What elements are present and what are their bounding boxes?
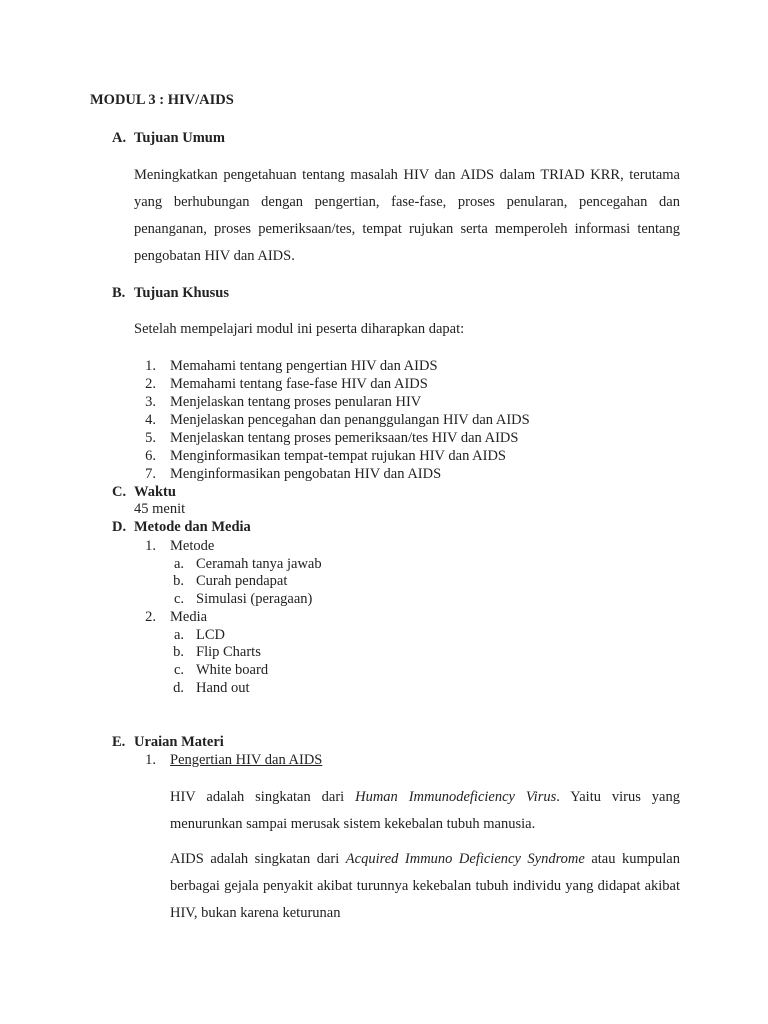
- list-item: Ceramah tanya jawab: [196, 556, 322, 572]
- list-item: Menginformasikan pengobatan HIV dan AIDS: [170, 466, 442, 482]
- section-c-heading: Waktu: [134, 484, 176, 500]
- section-e-heading: Uraian Materi: [134, 734, 224, 750]
- list-letter: b.: [173, 644, 184, 660]
- aids-definition-pre: AIDS adalah singkatan dari: [170, 851, 346, 867]
- list-item: Memahami tentang fase-fase HIV dan AIDS: [170, 376, 428, 392]
- section-d-heading: Metode dan Media: [134, 519, 251, 535]
- list-item: Menjelaskan tentang proses penularan HIV: [170, 394, 422, 410]
- hiv-definition: [170, 784, 680, 838]
- list-item: Menginformasikan tempat-tempat rujukan HIV dan AIDS: [170, 448, 506, 464]
- list-item: LCD: [196, 627, 225, 643]
- section-a-heading: Tujuan Umum: [134, 130, 225, 146]
- list-letter: a.: [173, 627, 184, 643]
- list-letter: b.: [173, 573, 184, 589]
- list-item: Simulasi (peragaan): [196, 591, 313, 607]
- section-d-letter: D.: [112, 519, 127, 535]
- hiv-definition-pre: HIV adalah singkatan dari: [170, 789, 356, 805]
- list-number: 3.: [145, 394, 156, 410]
- media-label: Media: [170, 609, 208, 625]
- list-number: 2.: [145, 609, 156, 625]
- list-item: Menjelaskan tentang proses pemeriksaan/tes HIV dan AIDS: [170, 430, 519, 446]
- list-letter: c.: [173, 591, 184, 607]
- list-item: Curah pendapat: [196, 573, 288, 589]
- waktu-value: 45 menit: [134, 501, 186, 517]
- list-item: White board: [196, 662, 269, 678]
- list-item: Hand out: [196, 680, 250, 696]
- list-number: 2.: [145, 376, 156, 392]
- list-letter: c.: [173, 662, 184, 678]
- list-number: 5.: [145, 430, 156, 446]
- section-a-paragraph: Meningkatkan pengetahuan tentang masalah HIV dan AIDS dalam TRIAD KRR, terutama yang berhubungan dengan pengertian, fase-fase, proses penularan, pencegahan dan penanganan, proses pemeriksaan/tes, tempat rujukan serta memperoleh informasi tentang pengobatan HIV dan AIDS.: [134, 167, 680, 264]
- list-item: Flip Charts: [196, 644, 261, 660]
- list-number: 1.: [145, 538, 156, 554]
- section-b-intro: Setelah mempelajari modul ini peserta diharapkan dapat:: [134, 321, 465, 337]
- list-number: 6.: [145, 448, 156, 464]
- section-a-letter: A.: [112, 130, 127, 146]
- section-b-letter: B.: [112, 285, 126, 301]
- subsection-heading: Pengertian HIV dan AIDS: [170, 752, 323, 768]
- aids-term: Acquired Immuno Deficiency Syndrome: [345, 851, 585, 867]
- list-number: 1.: [145, 358, 156, 374]
- list-item: Memahami tentang pengertian HIV dan AIDS: [170, 358, 438, 374]
- list-number: 4.: [145, 412, 156, 428]
- list-item: Menjelaskan pencegahan dan penanggulangan HIV dan AIDS: [170, 412, 530, 428]
- section-c-letter: C.: [112, 484, 127, 500]
- list-letter: d.: [173, 680, 184, 696]
- section-e-letter: E.: [112, 734, 126, 750]
- list-number: 1.: [145, 752, 156, 768]
- hiv-term: Human Immunodeficiency Virus: [355, 789, 557, 805]
- aids-definition-post: atau kumpulan berbagai gejala penyakit akibat turunnya kekebalan tubuh individu yang didapat akibat HIV, bukan karena keturunan: [170, 851, 680, 921]
- section-b-heading: Tujuan Khusus: [134, 285, 229, 301]
- list-number: 7.: [145, 466, 156, 482]
- metode-label: Metode: [170, 538, 215, 554]
- list-letter: a.: [173, 556, 184, 572]
- aids-definition: [170, 846, 680, 927]
- hiv-definition-post: . Yaitu virus yang menurunkan sampai merusak sistem kekebalan tubuh manusia.: [170, 789, 680, 832]
- document-title: MODUL 3 : HIV/AIDS: [90, 92, 234, 108]
